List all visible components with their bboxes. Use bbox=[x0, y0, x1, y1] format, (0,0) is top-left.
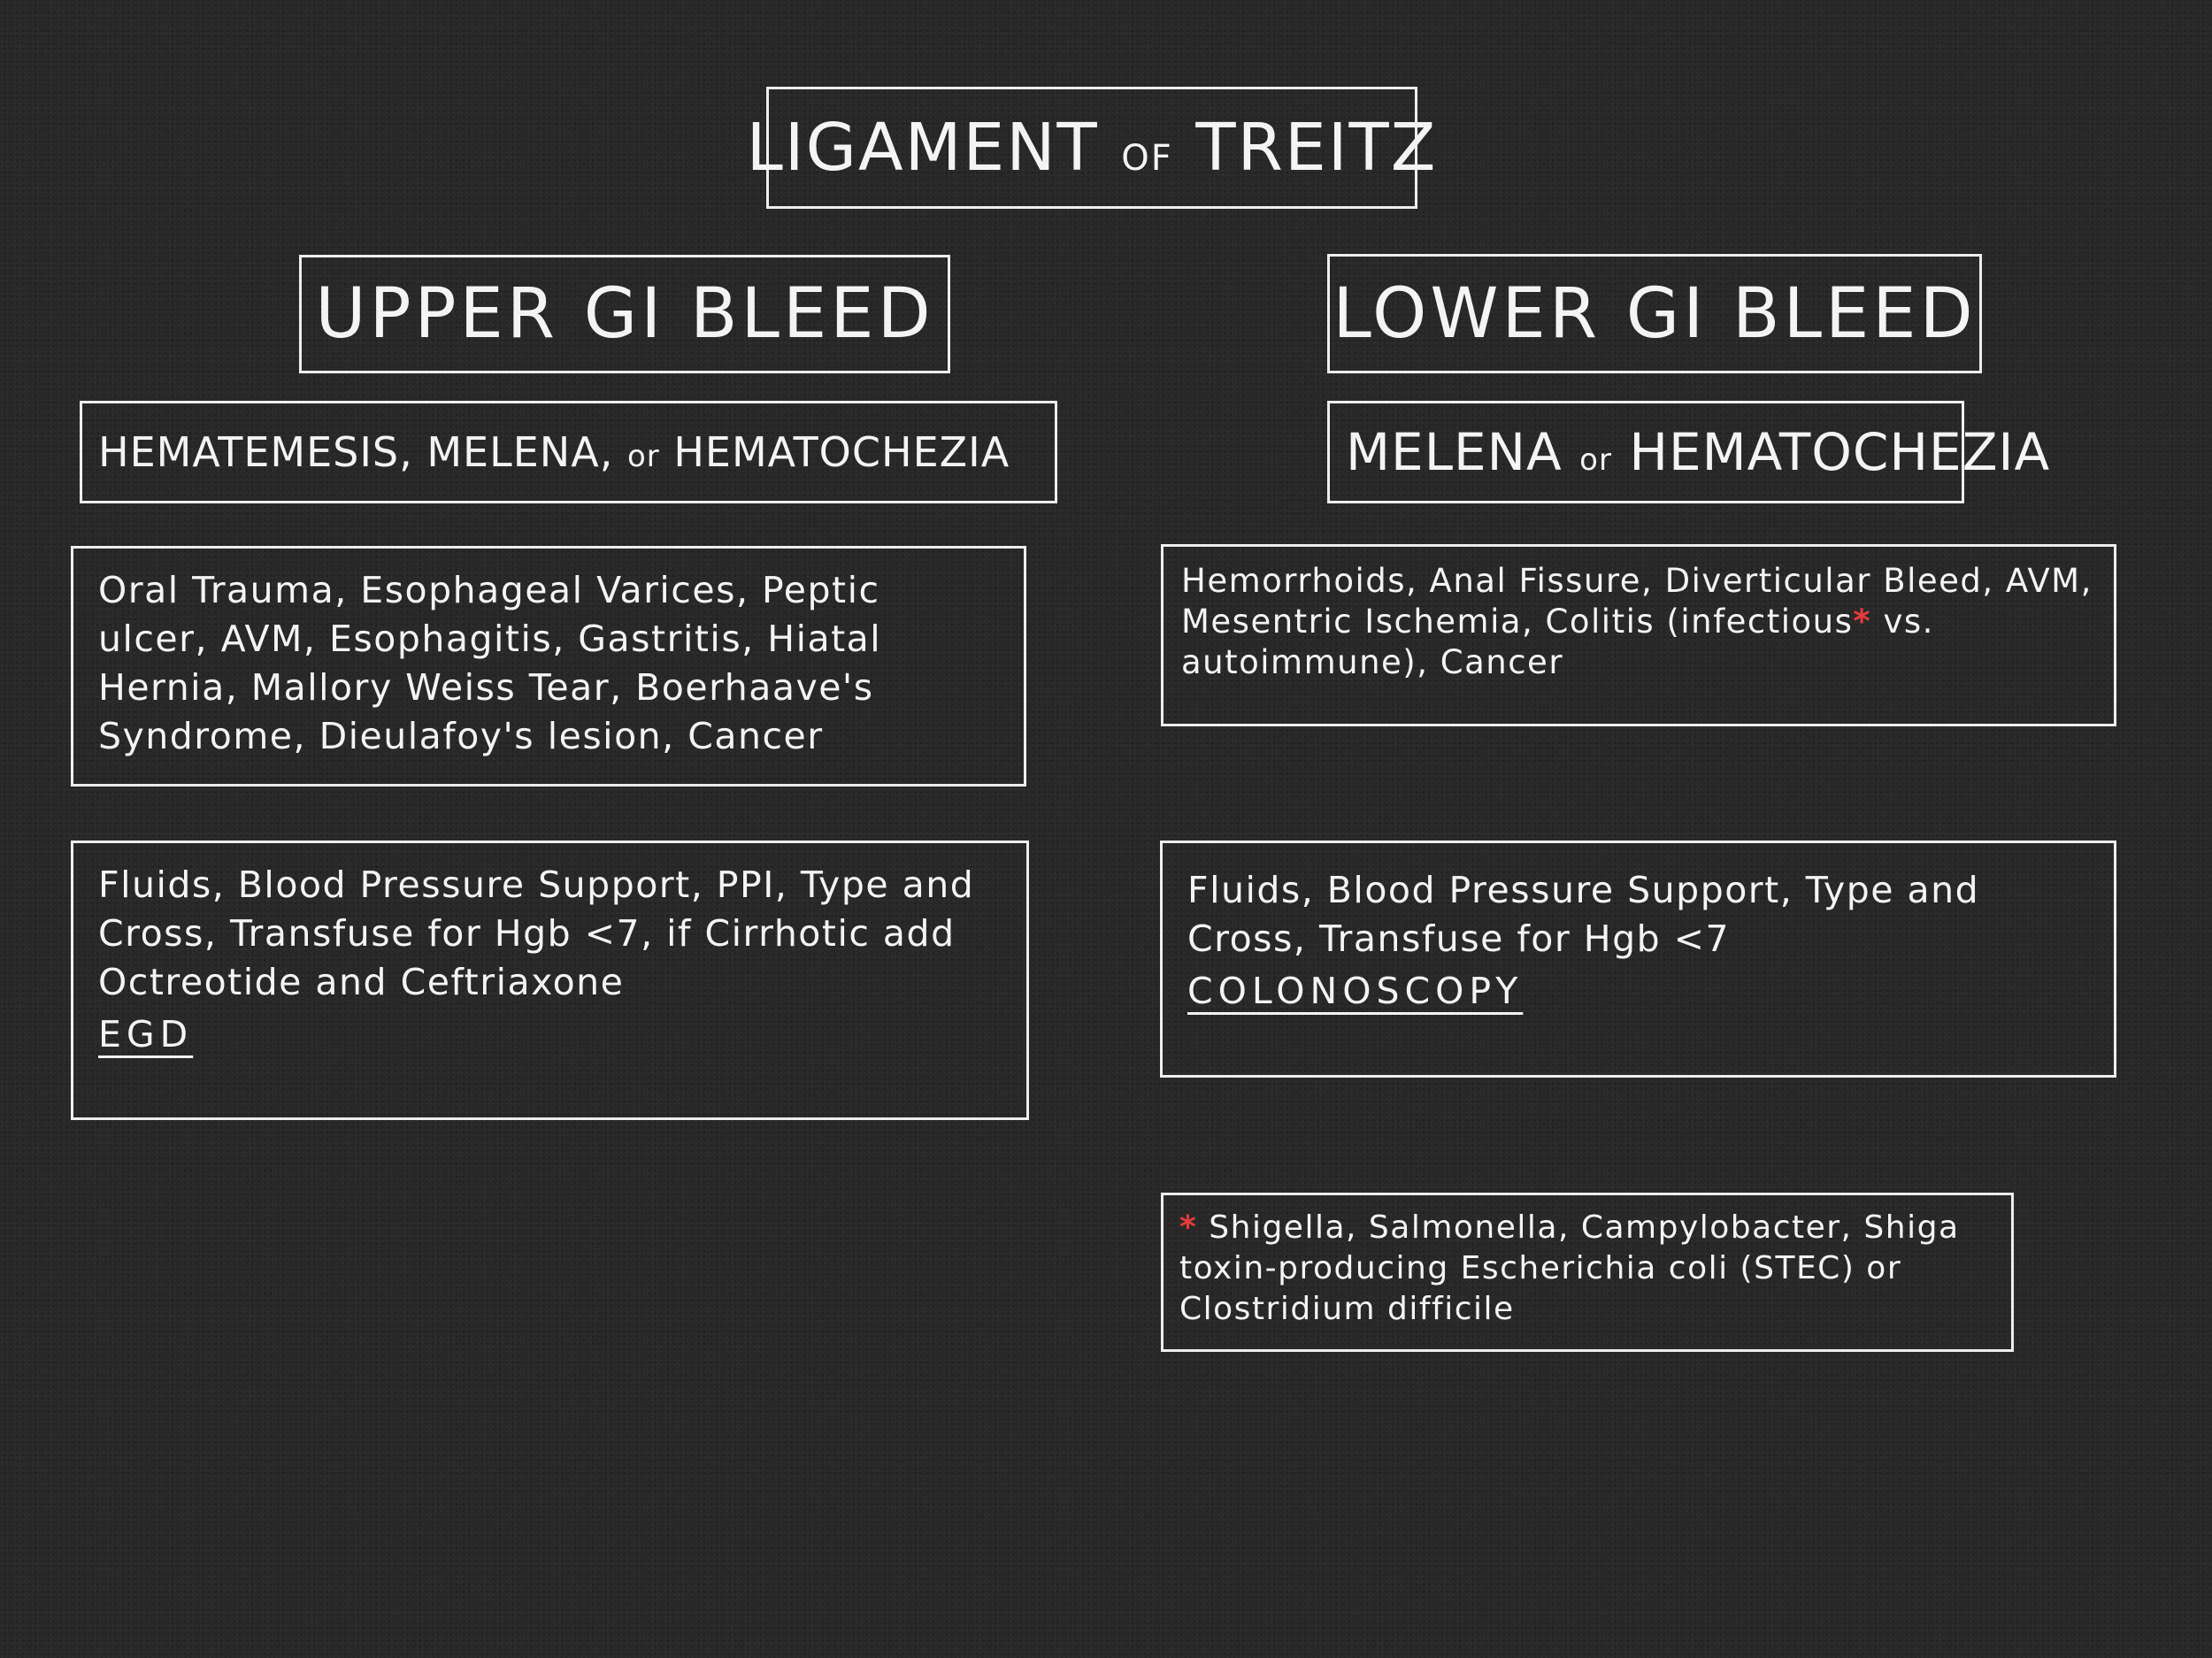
title-end: TREITZ bbox=[1195, 110, 1438, 186]
upper-treatment-box bbox=[71, 841, 1029, 1120]
upper-gi-header-box bbox=[299, 255, 950, 373]
upper-causes-box bbox=[71, 546, 1026, 787]
upper-causes-text: Oral Trauma, Esophageal Varices, Peptic ulcer, AVM, Esophagitis, Gastritis, Hiatal Hernia, Mallory Weiss Tear, Boerhaave's Syndrome, Dieulafoy's lesion, Cancer bbox=[98, 569, 882, 757]
lower-symptoms bbox=[1346, 422, 2050, 482]
lower-causes-text-b: vs. autoimmune), Cancer bbox=[1181, 603, 1934, 681]
lower-symptoms-or: or bbox=[1579, 442, 1612, 478]
lower-treatment-box bbox=[1160, 841, 2116, 1078]
title-of: OF bbox=[1121, 138, 1173, 179]
upper-symptoms-a: HEMATEMESIS, MELENA, bbox=[98, 428, 614, 476]
upper-symptoms-or: or bbox=[626, 439, 660, 474]
upper-treatment-text: Fluids, Blood Pressure Support, PPI, Type and Cross, Transfuse for Hgb <7, if Cirrhotic add Octreotide and Ceftriaxone bbox=[98, 864, 975, 1003]
lower-treatment-text: Fluids, Blood Pressure Support, Type and Cross, Transfuse for Hgb <7 bbox=[1187, 869, 1980, 960]
lower-symptoms-b: HEMATOCHEZIA bbox=[1629, 422, 2051, 482]
lower-symptoms-a: MELENA bbox=[1346, 422, 1563, 482]
footnote-box bbox=[1161, 1193, 2014, 1352]
footnote-asterisk: * bbox=[1179, 1209, 1198, 1246]
lower-symptoms-box bbox=[1327, 401, 2051, 503]
asterisk-marker: * bbox=[1853, 603, 1872, 641]
title-main: LIGAMENT bbox=[746, 110, 1099, 186]
upper-symptoms-b: HEMATOCHEZIA bbox=[673, 428, 1010, 476]
upper-procedure: EGD bbox=[98, 1013, 194, 1055]
lower-procedure: COLONOSCOPY bbox=[1187, 970, 1524, 1012]
upper-gi-header: UPPER GI BLEED bbox=[315, 274, 934, 354]
lower-causes-text-a: Hemorrhoids, Anal Fissure, Diverticular Bleed, AVM, Mesentric Ischemia, Colitis (infectious bbox=[1181, 562, 2093, 641]
diagram-title bbox=[747, 110, 1438, 186]
title-box bbox=[746, 87, 1438, 209]
upper-symptoms bbox=[98, 428, 1010, 476]
footnote-text: Shigella, Salmonella, Campylobacter, Shiga toxin-producing Escherichia coli (STEC) or Clostridium difficile bbox=[1179, 1209, 1960, 1327]
upper-symptoms-box bbox=[80, 401, 1057, 503]
lower-causes-box bbox=[1161, 544, 2116, 726]
lower-gi-header-box bbox=[1327, 254, 1982, 373]
lower-gi-header: LOWER GI BLEED bbox=[1333, 273, 1977, 354]
